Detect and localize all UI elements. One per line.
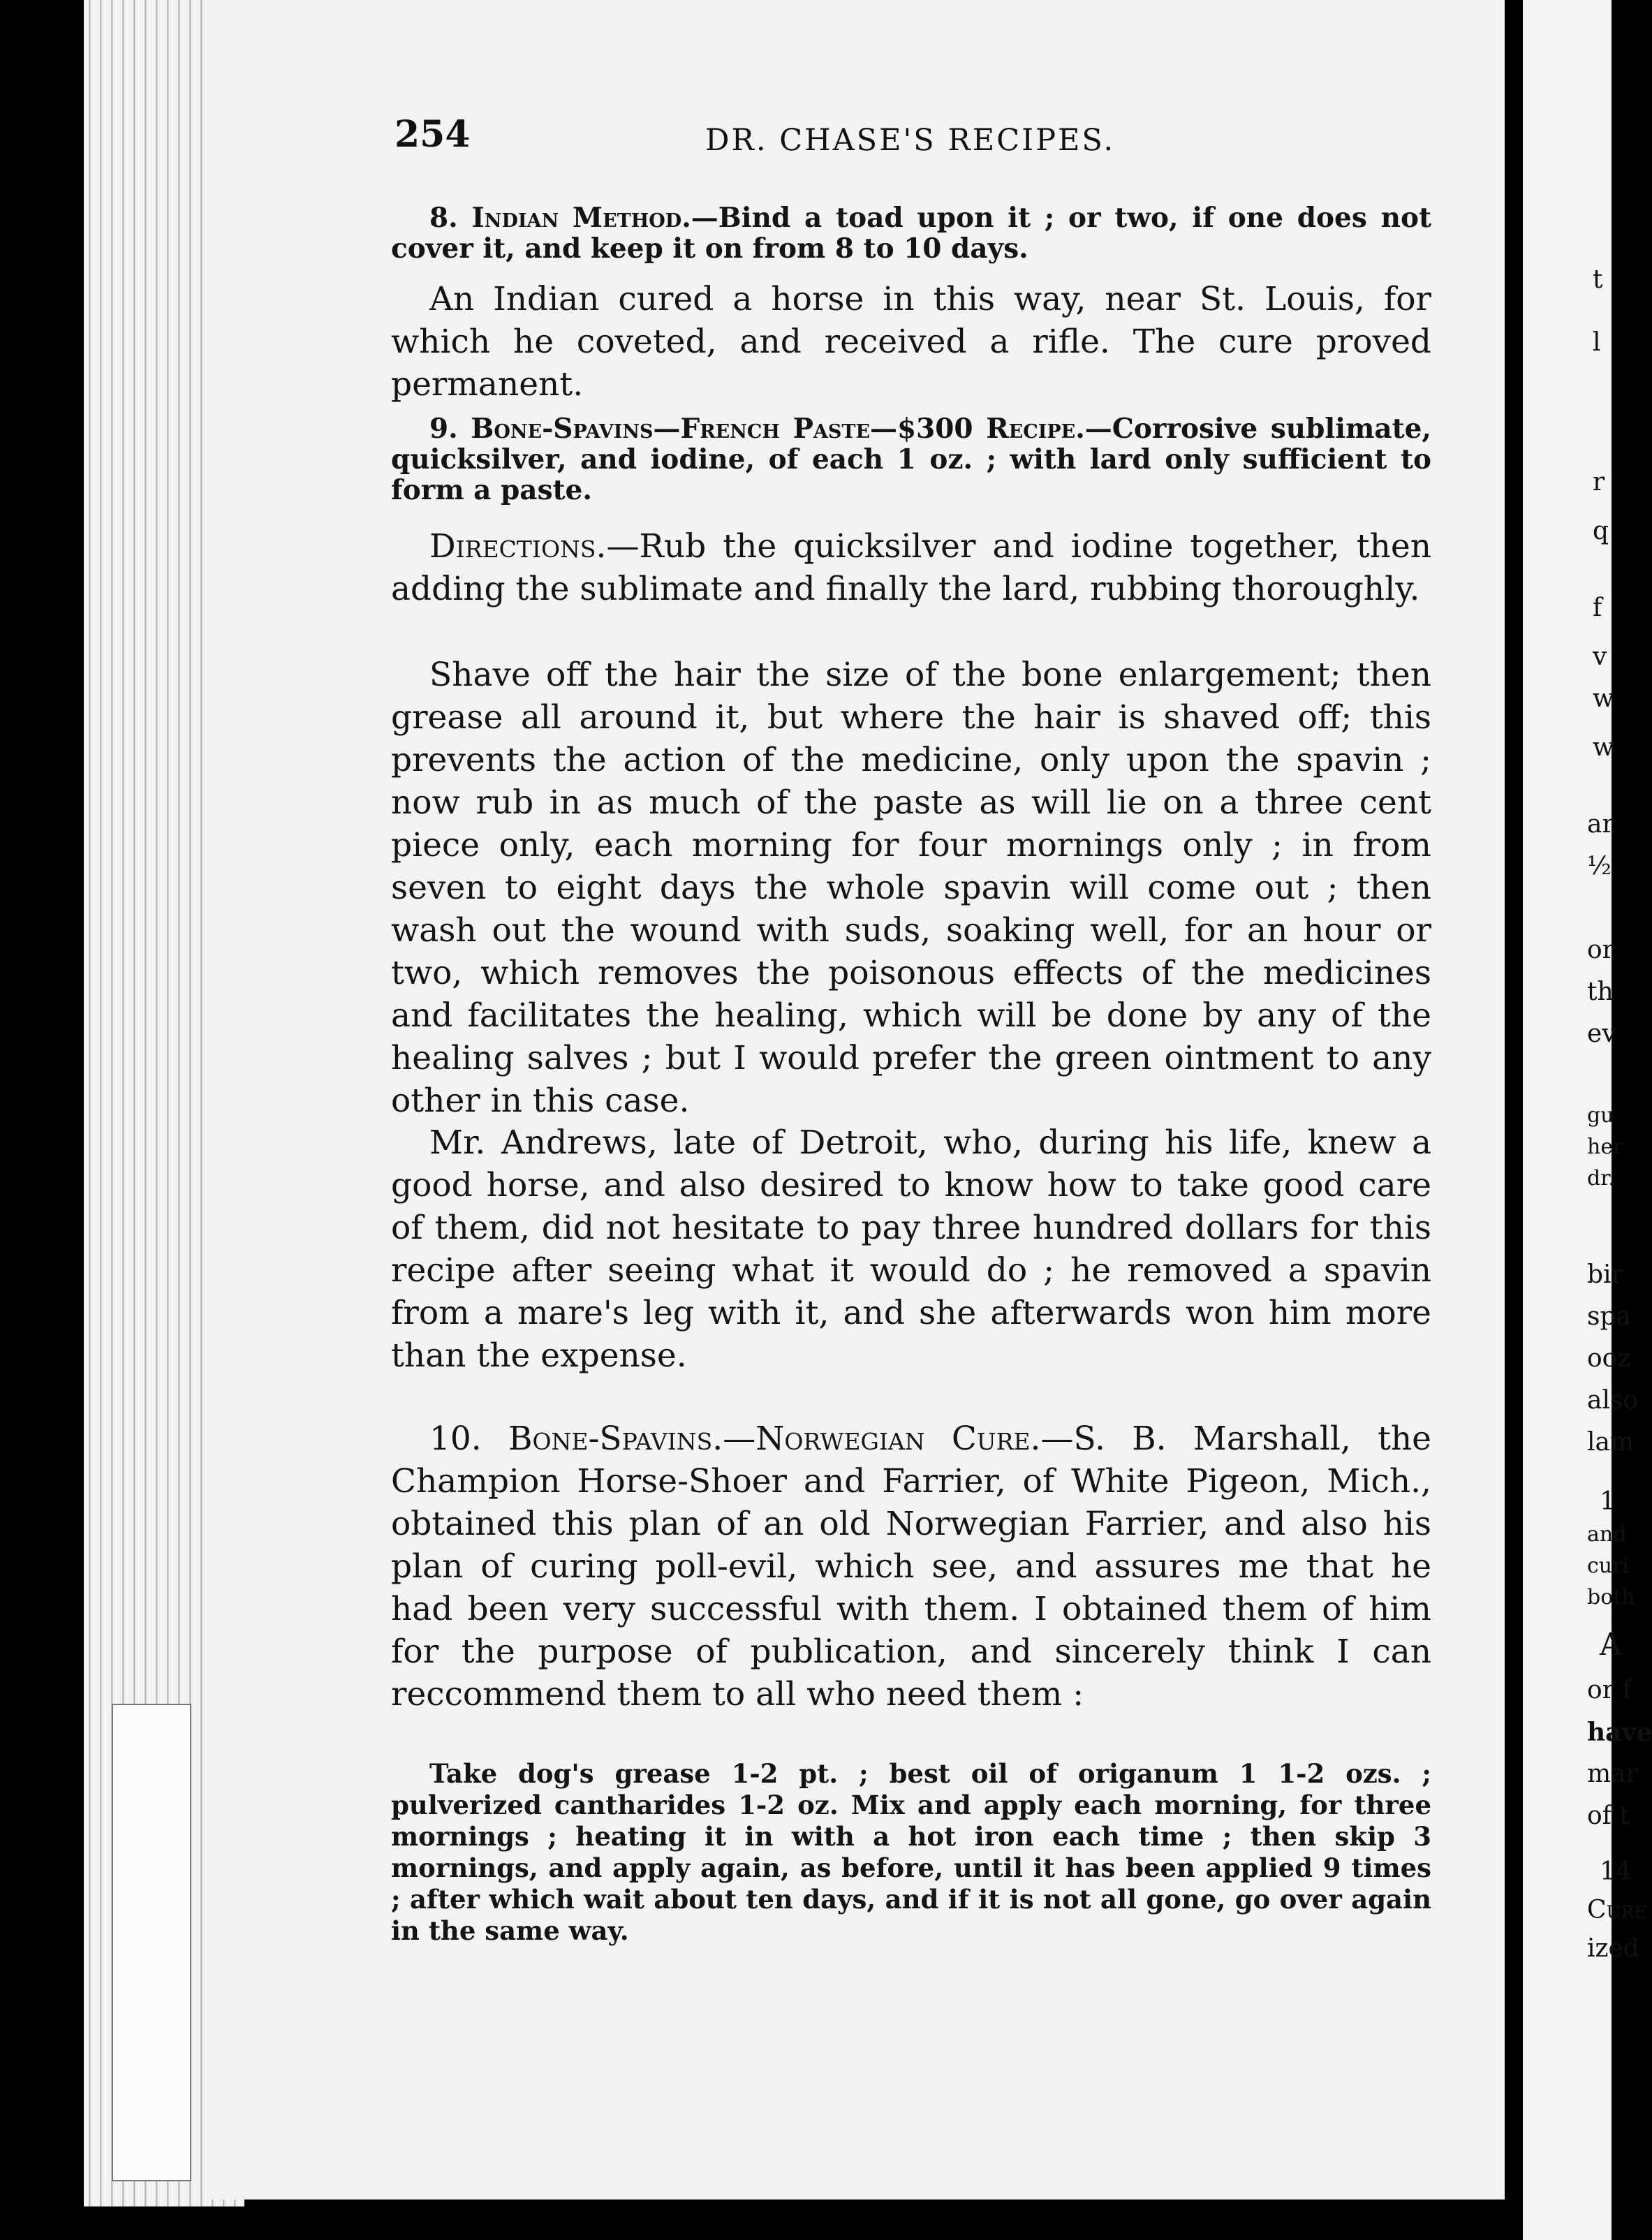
adjacent-fragment: and — [1587, 1522, 1627, 1547]
adjacent-fragment: both — [1587, 1585, 1635, 1609]
book-gutter — [1505, 0, 1523, 2240]
adjacent-fragment: of t — [1587, 1801, 1630, 1830]
paragraph-directions — [391, 525, 1431, 610]
paragraph-dogs-grease-recipe — [391, 1758, 1431, 1947]
recipe-text: —Corrosive sublimate, quicksilver, and iodine, of each 1 oz. ; with lard only sufficient to form a paste. — [391, 413, 1432, 506]
running-head: DR. CHASE'S RECIPES. — [705, 123, 1116, 158]
adjacent-fragment: 14 — [1600, 1857, 1632, 1886]
adjacent-fragment: or f — [1587, 1676, 1632, 1704]
adjacent-fragment: l — [1593, 328, 1601, 357]
paragraph-bone-spavins-french-paste — [391, 413, 1431, 506]
adjacent-fragment: mar — [1587, 1760, 1638, 1788]
paragraph-mr-andrews — [391, 1121, 1431, 1377]
adjacent-fragment: w — [1593, 684, 1614, 713]
adjacent-fragment: 1 — [1600, 1487, 1616, 1516]
adjacent-fragment: t — [1593, 265, 1603, 294]
adjacent-fragment: spa — [1587, 1302, 1631, 1331]
paragraph-shave-instructions — [391, 654, 1431, 1122]
adjacent-fragment: lam — [1587, 1428, 1635, 1457]
adjacent-fragment: gu — [1587, 1103, 1614, 1128]
adjacent-fragment: f — [1593, 594, 1602, 622]
adjacent-fragment: v — [1593, 642, 1607, 671]
bookmark-tab — [112, 1704, 191, 2181]
paragraph-norwegian-cure — [391, 1417, 1431, 1716]
adjacent-fragment: ½ — [1587, 852, 1612, 880]
adjacent-fragment: r — [1593, 468, 1605, 496]
paragraph-text: Shave off the hair the size of the bone enlargement; then grease all around it, but where the hair is shaved off; this prevents the action of the medicine, only upon the spavin ; now rub in as much of the paste as will lie on a three cent piece only, each morning for four mornings only ; in from seven to eight days the whole spavin will come out ; then wash out the wound with suds, soaking well, for an hour or two, which removes the poisonous effects of the medicines and facilitates the healing, which will be done by any of the healing salves ; but I would prefer the green ointment to any other in this case. — [391, 656, 1431, 1120]
adjacent-fragment: have — [1587, 1718, 1652, 1747]
adjacent-fragment: her — [1587, 1135, 1623, 1159]
adjacent-fragment: bir — [1587, 1260, 1623, 1289]
adjacent-page — [1523, 0, 1652, 2240]
recipe-number: 10. — [429, 1420, 482, 1458]
paragraph-text: Take dog's grease 1-2 pt. ; best oil of origanum 1 1-2 ozs. ; pulverized cantharides 1-2 oz. Mix and apply each morning, for three mornings ; heating it in with a hot iron each time ; then skip 3 mornings, and apply again, as before, until it has been applied 9 times ; after which wait about ten days, and if it is not all gone, go over again in the same way. — [391, 1758, 1431, 1946]
recipe-heading: Bone-Spavins.—Norwegian Cure. — [508, 1420, 1041, 1458]
recipe-text: —Bind a toad upon it ; or two, if one does not cover it, and keep it on from 8 to 10 days. — [391, 202, 1432, 265]
paragraph-text: An Indian cured a horse in this way, near St. Louis, for which he coveted, and received a rifle. The cure proved permanent. — [391, 280, 1431, 404]
recipe-number: 9. — [429, 413, 458, 445]
recipe-heading: Indian Method. — [471, 202, 691, 234]
adjacent-fragment: q — [1593, 517, 1609, 545]
adjacent-fragment: dr. — [1587, 1166, 1615, 1191]
adjacent-fragment: or — [1587, 936, 1614, 964]
adjacent-fragment: w — [1593, 733, 1614, 762]
adjacent-fragment: th — [1587, 978, 1614, 1006]
adjacent-fragment: A — [1600, 1627, 1622, 1663]
paragraph-indian-cure-story — [391, 278, 1431, 406]
paragraph-indian-method — [391, 202, 1431, 264]
recipe-number: 8. — [429, 202, 458, 234]
adjacent-fragment: Cure — [1587, 1896, 1647, 1924]
directions-heading: Directions. — [429, 527, 607, 566]
adjacent-fragment: ev — [1587, 1019, 1616, 1048]
adjacent-fragment: ized — [1587, 1934, 1639, 1963]
recipe-text: —S. B. Marshall, the Champion Horse-Shoer and Farrier, of White Pigeon, Mich., obtained this plan of an old Norwegian Farrier, and also his plan of curing poll-evil, which see, and assures me that he had been very successful with them. I obtained them of him for the purpose of publication, and sincerely think I can reccommend them to all who need them : — [391, 1420, 1431, 1714]
adjacent-fragment: ar — [1587, 810, 1614, 839]
paragraph-text: Mr. Andrews, late of Detroit, who, during his life, knew a good horse, and also desired to know how to take good care of them, did not hesitate to pay three hundred dollars for this recipe after seeing what it would do ; he removed a spavin from a mare's leg with it, and she afterwards won him more than the expense. — [391, 1123, 1431, 1375]
adjacent-fragment: ooz — [1587, 1344, 1631, 1373]
page-number: 254 — [394, 113, 471, 156]
paragraph-text: —Rub the quicksilver and iodine together, then adding the sublimate and finally the lard, rubbing thoroughly. — [391, 527, 1431, 608]
adjacent-fragment: also — [1587, 1386, 1639, 1415]
adjacent-fragment: curi — [1587, 1554, 1630, 1578]
recipe-heading: Bone-Spavins—French Paste—$300 Recipe. — [471, 413, 1085, 445]
